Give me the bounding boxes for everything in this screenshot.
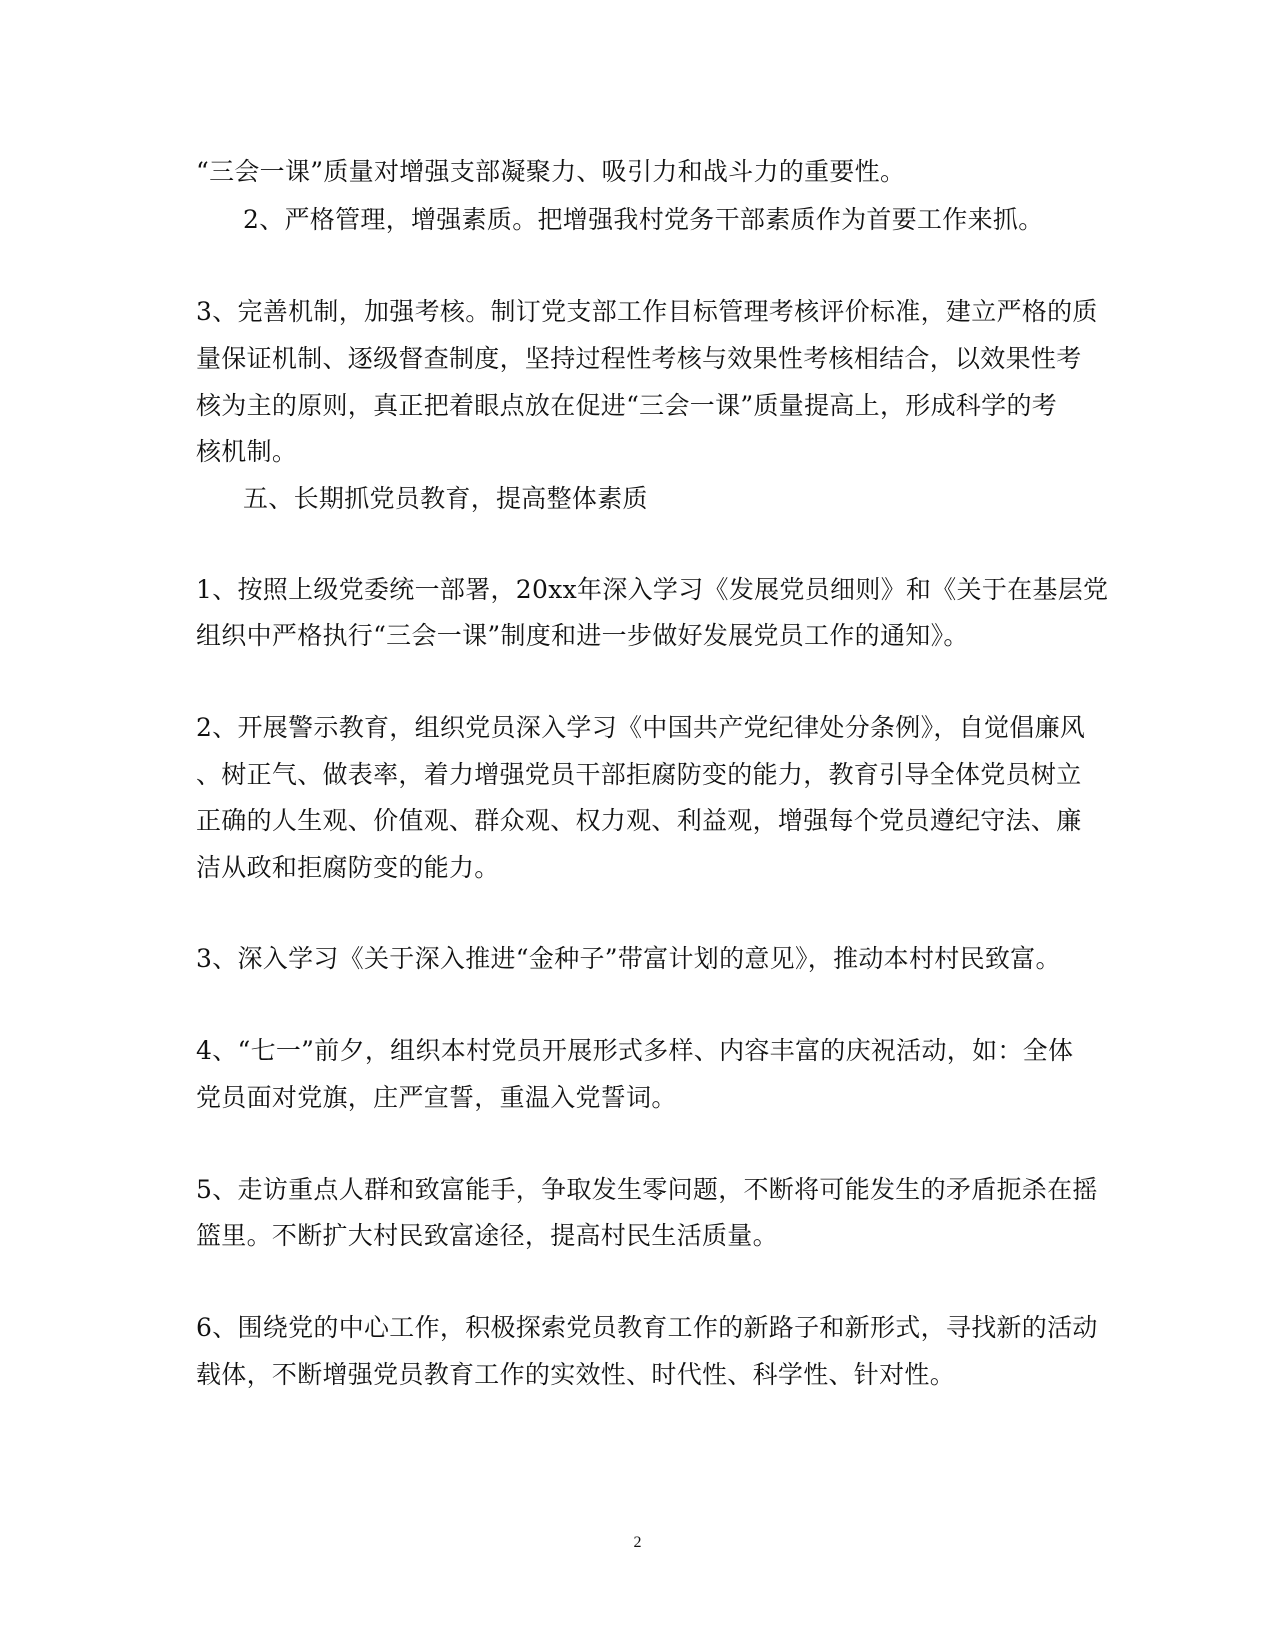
paragraph-6-line-1: 2、开展警示教育，组织党员深入学习《中国共产党纪律处分条例》，自觉倡廉风 <box>196 713 1086 742</box>
section-heading: 五、长期抓党员教育，提高整体素质 <box>243 484 648 513</box>
paragraph-10-line-1: 6、围绕党的中心工作，积极探索党员教育工作的新路子和新形式，寻找新的活动 <box>196 1313 1098 1342</box>
paragraph-6-line-4: 洁从政和拒腐防变的能力。 <box>196 853 500 882</box>
paragraph-3-line-1: 3、完善机制，加强考核。制订党支部工作目标管理考核评价标准，建立严格的质 <box>196 297 1098 326</box>
paragraph-9-line-1: 5、走访重点人群和致富能手，争取发生零问题，不断将可能发生的矛盾扼杀在摇 <box>196 1175 1098 1204</box>
paragraph-2-line-1: 2、严格管理，增强素质。把增强我村党务干部素质作为首要工作来抓。 <box>243 205 1044 234</box>
paragraph-7-line-1: 3、深入学习《关于深入推进“金种子”带富计划的意见》，推动本村村民致富。 <box>196 944 1061 973</box>
paragraph-6-line-2: 、树正气、做表率，着力增强党员干部拒腐防变的能力，教育引导全体党员树立 <box>196 760 1082 789</box>
paragraph-5-line-1: 1、按照上级党委统一部署，20xx年深入学习《发展党员细则》和《关于在基层党 <box>196 575 1109 604</box>
page-number: 2 <box>633 1534 642 1551</box>
paragraph-3-line-4: 核机制。 <box>196 437 298 466</box>
paragraph-1-line-1: “三会一课”质量对增强支部凝聚力、吸引力和战斗力的重要性。 <box>196 157 906 186</box>
paragraph-6-line-3: 正确的人生观、价值观、群众观、权力观、利益观，增强每个党员遵纪守法、廉 <box>196 806 1082 835</box>
paragraph-3-line-3: 核为主的原则，真正把着眼点放在促进“三会一课”质量提高上，形成科学的考 <box>196 391 1058 420</box>
paragraph-10-line-2: 载体，不断增强党员教育工作的实效性、时代性、科学性、针对性。 <box>196 1360 956 1389</box>
paragraph-5-line-2: 组织中严格执行“三会一课”制度和进一步做好发展党员工作的通知》。 <box>196 621 969 650</box>
paragraph-9-line-2: 篮里。不断扩大村民致富途径，提高村民生活质量。 <box>196 1221 778 1250</box>
paragraph-8-line-1: 4、“七一”前夕，组织本村党员开展形式多样、内容丰富的庆祝活动，如：全体 <box>196 1036 1074 1065</box>
paragraph-8-line-2: 党员面对党旗，庄严宣誓，重温入党誓词。 <box>196 1083 677 1112</box>
paragraph-3-line-2: 量保证机制、逐级督查制度，坚持过程性考核与效果性考核相结合，以效果性考 <box>196 344 1082 373</box>
